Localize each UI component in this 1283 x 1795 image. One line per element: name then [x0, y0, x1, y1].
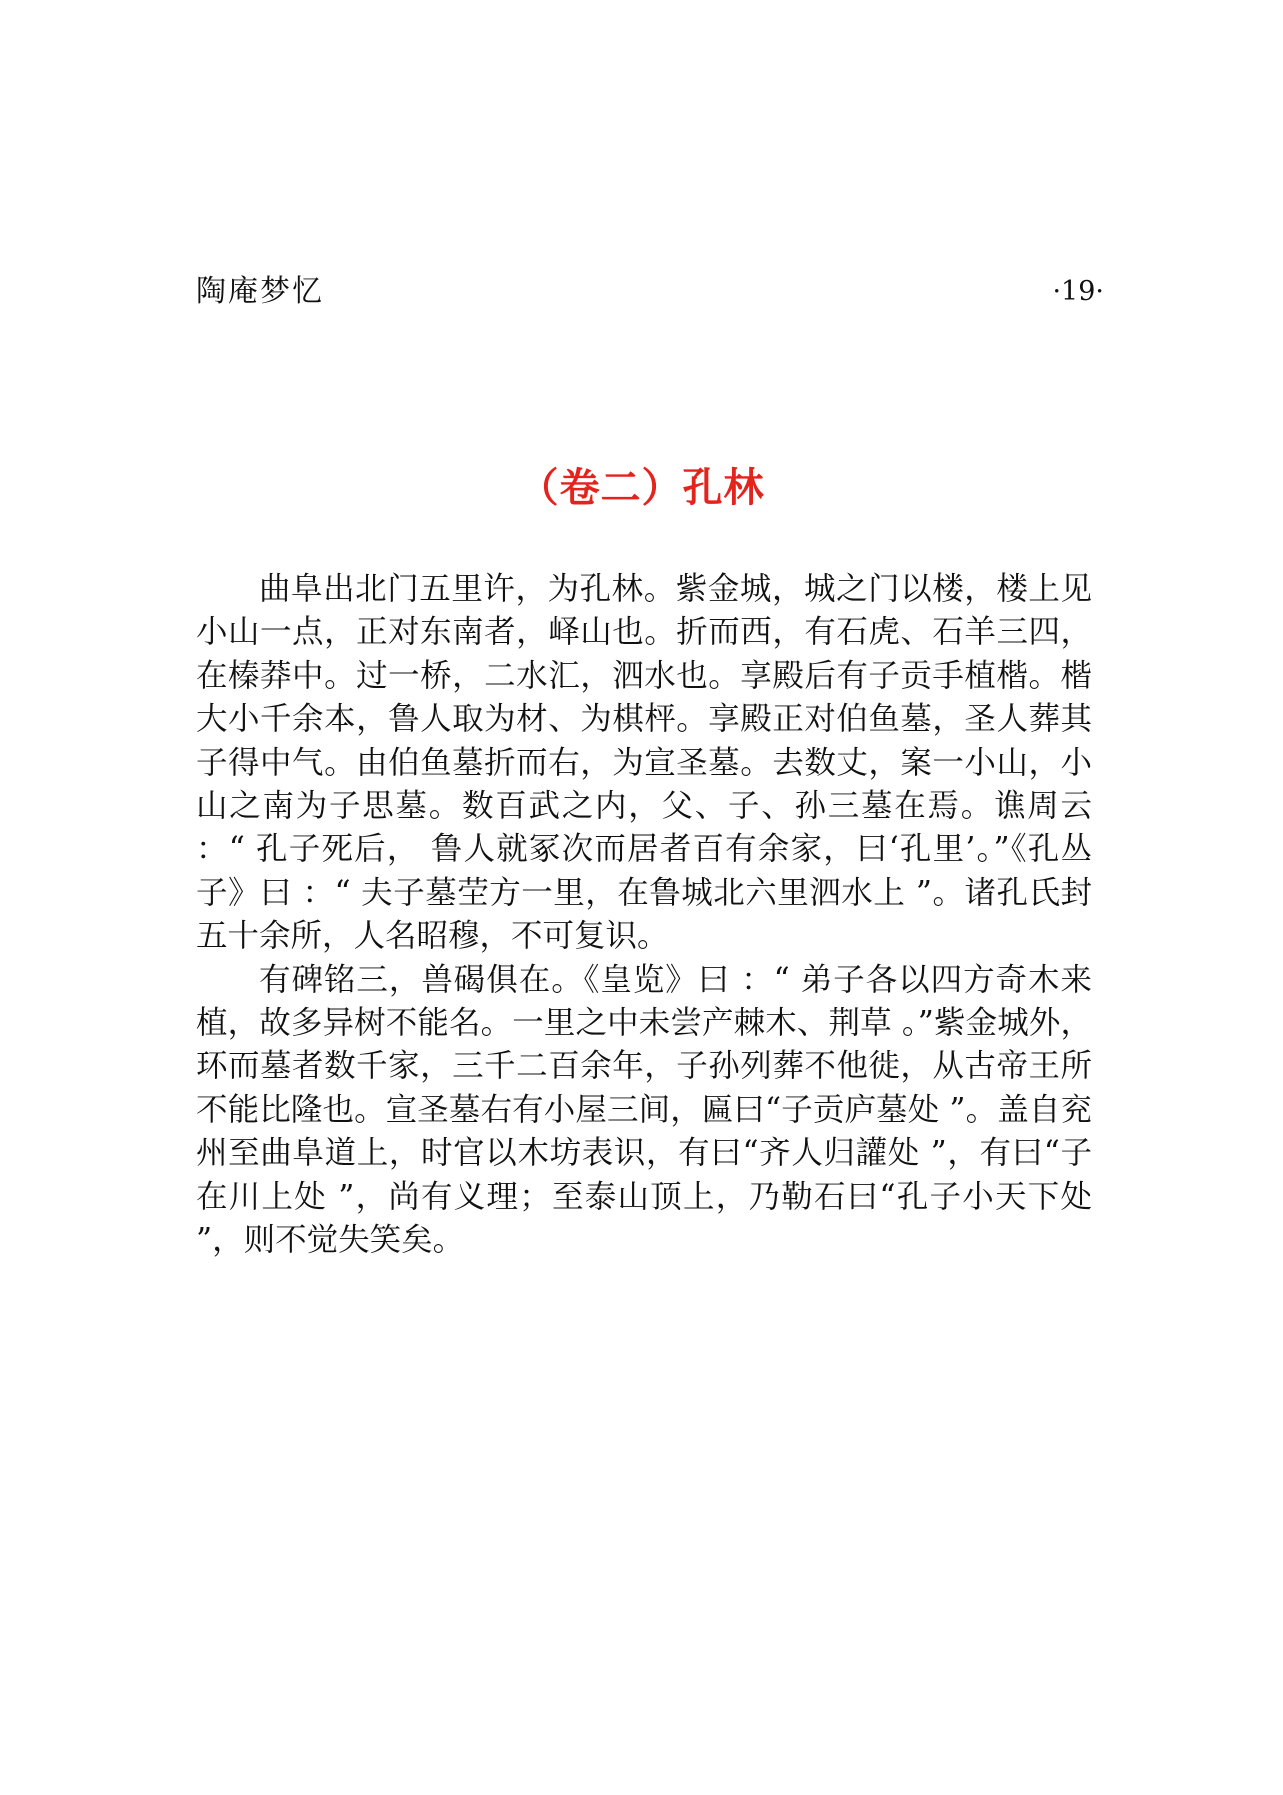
body-text — [196, 568, 1092, 1263]
book-title: 陶庵梦忆 — [196, 274, 324, 309]
paragraph: 有碑铭三，兽碣俱在。《皇览》曰 ：“ 弟子各以四方奇木来植，故多异树不能名。一里之中未尝产棘木、荆草 。”紫金城外，环而墓者数千家，三千二百余年，子孙列葬不他徙，从古帝王所不能比隆也。宣圣墓右有小屋三间，匾曰“子贡庐墓处 ”。盖自兖州至曲阜道上，时官以木坊表识，有曰“齐人归讙处 ”，有曰“子在川上处 ”，尚有义理；至泰山顶上，乃勒石曰“孔子小天下处 ”，则不觉失笑矣。 — [196, 961, 1092, 1259]
chapter-title: （卷二）孔林 — [518, 465, 765, 511]
paragraph: 曲阜出北门五里许，为孔林。紫金城，城之门以楼，楼上见小山一点，正对东南者，峄山也。折而西，有石虎、石羊三四，在榛莽中。过一桥，二水汇，泗水也。享殿后有子贡手植楷。楷大小千余本，鲁人取为材、为棋枰。享殿正对伯鱼墓，圣人葬其子得中气。由伯鱼墓折而右，为宣圣墓。去数丈，案一小山，小山之南为子思墓。数百武之内，父、子、孙三墓在焉。谯周云 ：“ 孔子死后， 鲁人就冢次而居者百有余家，曰‘孔里’。”《孔丛子》曰 ：“ 夫子墓茔方一里，在鲁城北六里泗水上 ”。诸孔氏封五十余所，人名昭穆，不可复识。 — [196, 571, 1092, 955]
page-number: ·19· — [1052, 276, 1104, 307]
running-header — [196, 272, 1104, 312]
